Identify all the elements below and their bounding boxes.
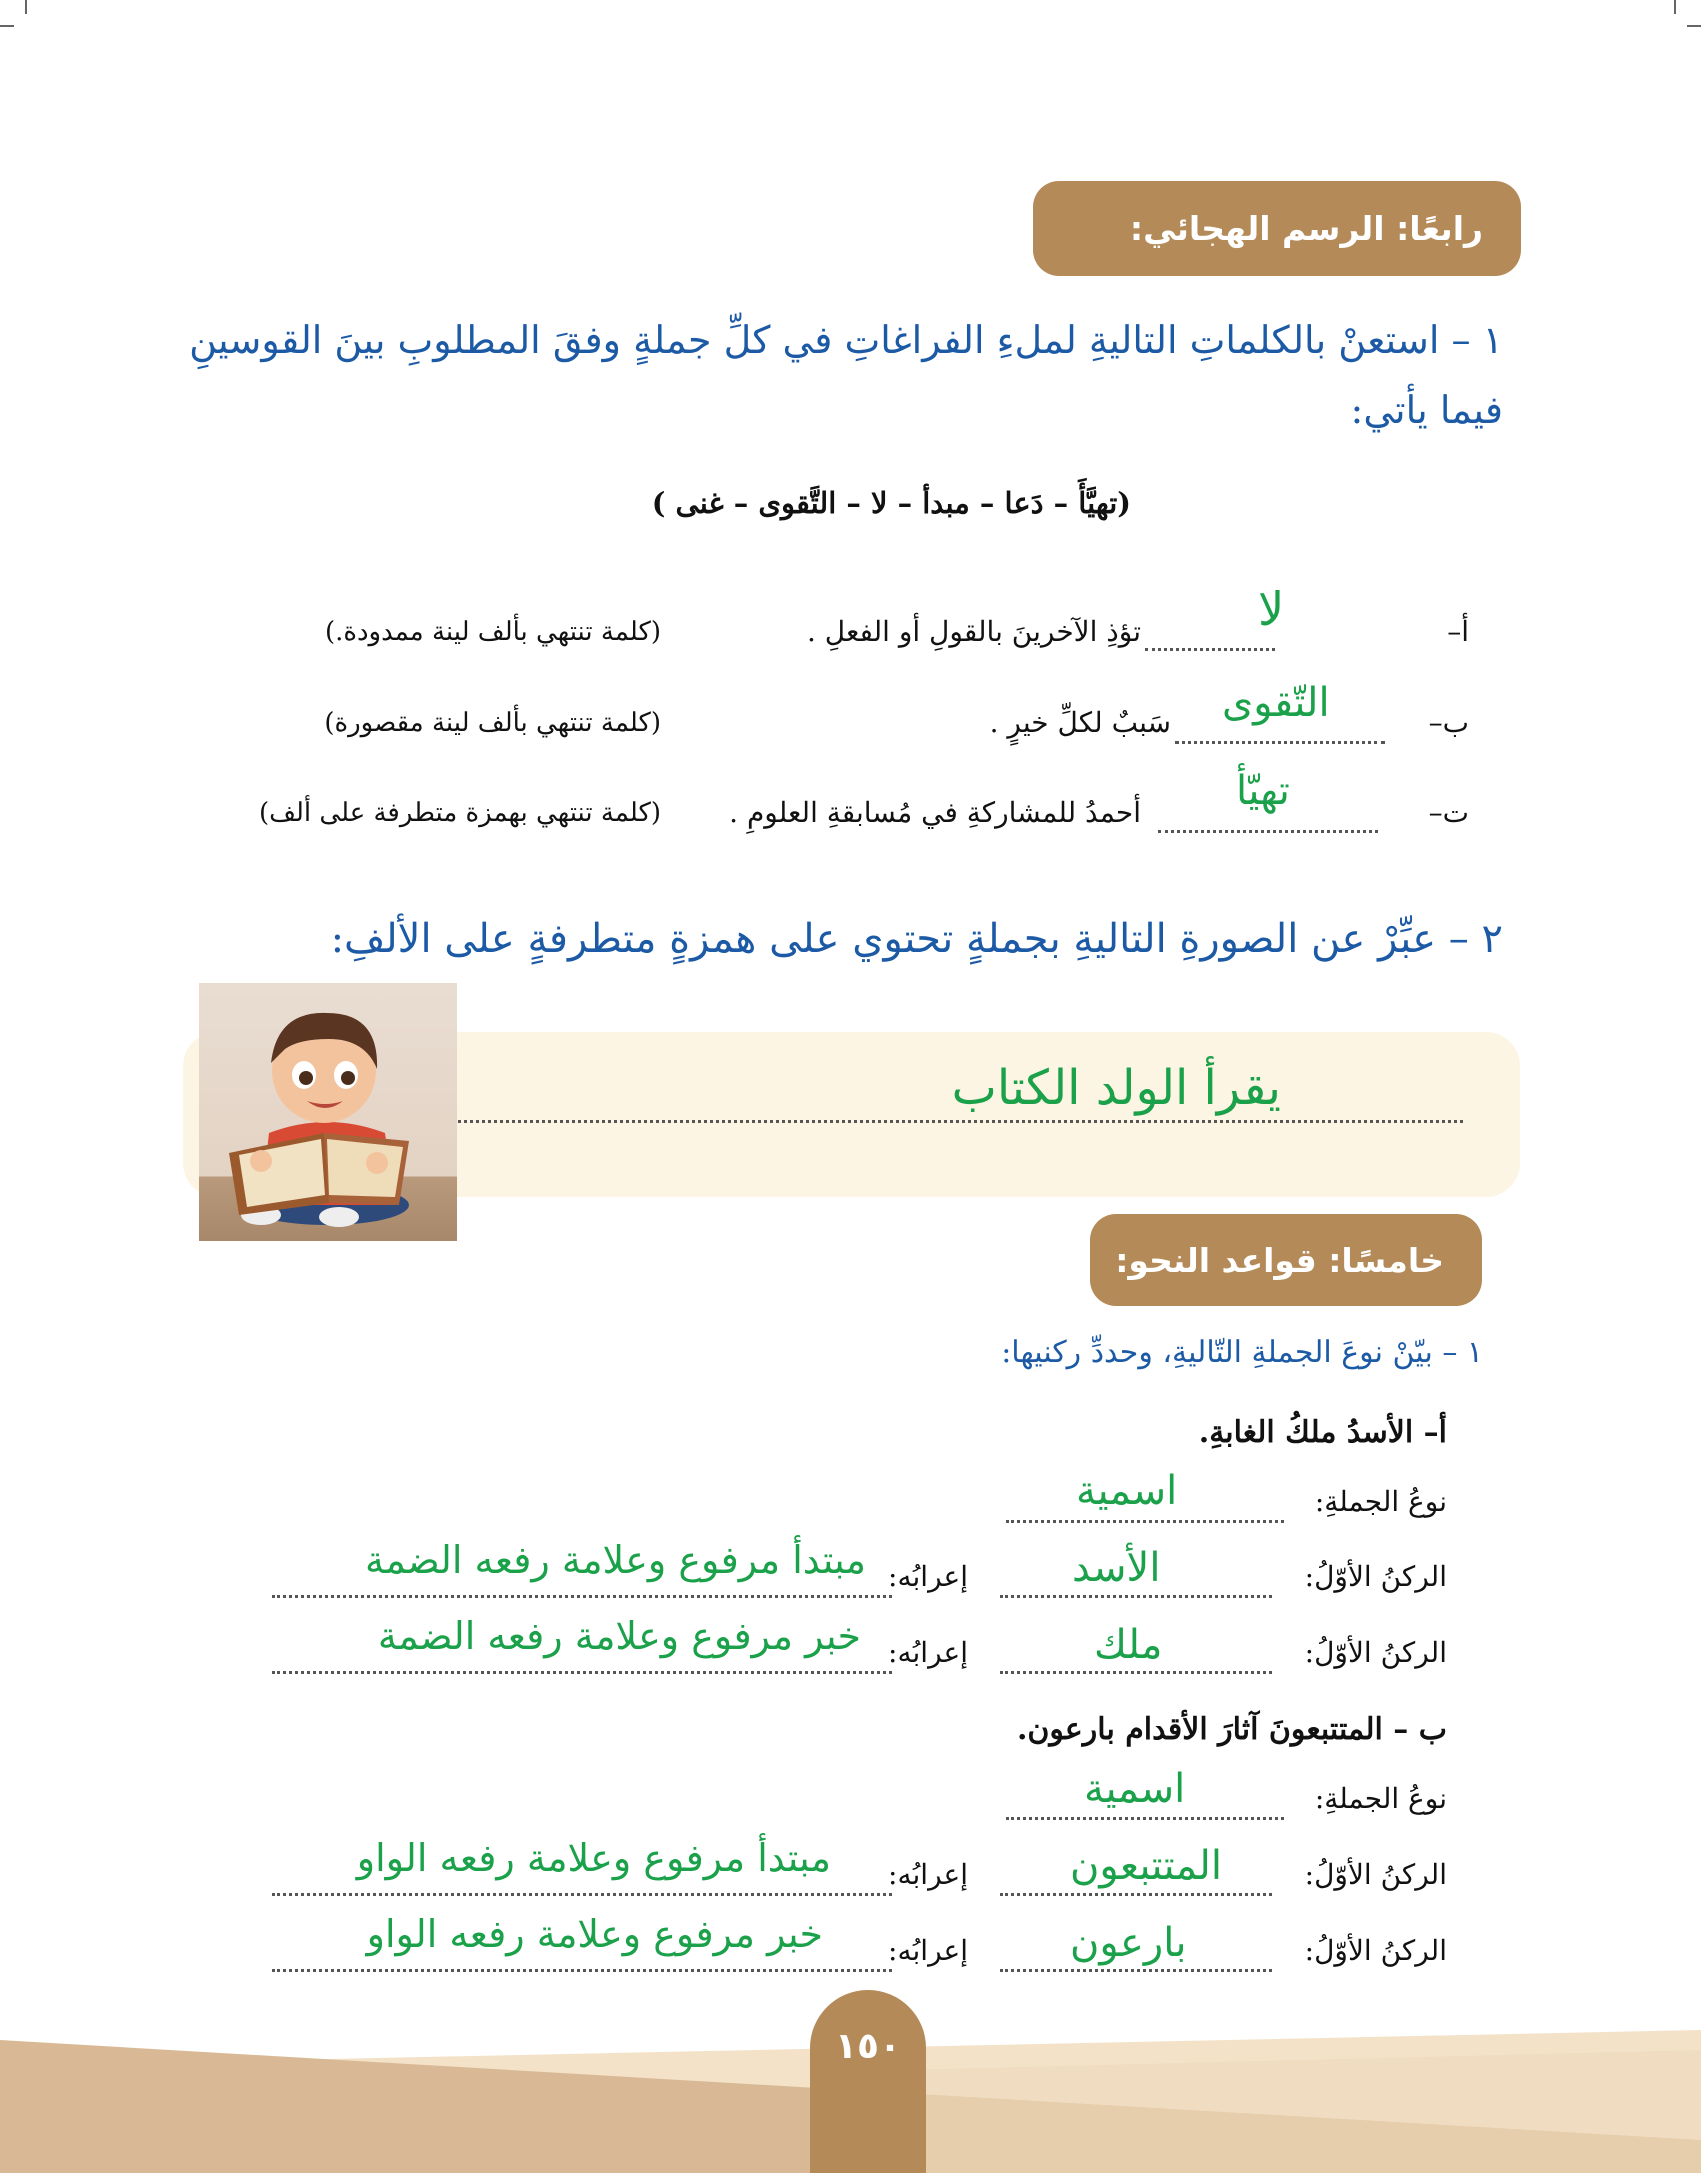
part-b-row1-blank[interactable]	[1000, 1893, 1272, 1896]
section4-title: رابعًا: الرسم الهجائي:	[1129, 209, 1483, 248]
item-c-note: (كلمة تنتهي بهمزة متطرفة على ألف)	[258, 798, 661, 828]
item-a-answer: لا	[1258, 582, 1285, 636]
s5-q1-instruction: ١ – بيّنْ نوعَ الجملةِ التّاليةِ، وحددِّ ركنيها:	[1001, 1335, 1483, 1370]
page-number: ١٥٠	[835, 2026, 901, 2067]
item-a-sentence: تؤذِ الآخرينَ بالقولِ أو الفعلِ .	[806, 615, 1141, 648]
part-b-row1-i3rab-answer: مبتدأ مرفوع وعلامة رفعه الواو	[356, 1836, 831, 1880]
item-a-blank-2[interactable]	[1145, 648, 1275, 651]
part-b-row1-i3rab-blank[interactable]	[272, 1893, 892, 1896]
part-b-row1-i3rab-label: إعرابُه:	[888, 1858, 968, 1891]
part-b-type-answer: اسمية	[1084, 1766, 1186, 1812]
part-b-row2-i3rab-answer: خبر مرفوع وعلامة رفعه الواو	[366, 1912, 823, 1956]
item-b-note: (كلمة تنتهي بألف لينة مقصورة)	[324, 708, 661, 738]
part-a-row2-answer: ملك	[1094, 1622, 1163, 1668]
item-b-sentence: سَببٌ لكلِّ خيرٍ .	[989, 706, 1171, 739]
part-b-row1-label: الركنُ الأوّلُ:	[1304, 1858, 1447, 1891]
part-b-type-blank[interactable]	[1006, 1817, 1284, 1820]
part-a-row2-i3rab-answer: خبر مرفوع وعلامة رفعه الضمة	[377, 1614, 861, 1658]
q1-instruction-line2: فيما يأتي:	[1350, 388, 1503, 432]
part-a-row2-i3rab-blank[interactable]	[272, 1671, 892, 1674]
part-b-row2-i3rab-label: إعرابُه:	[888, 1934, 968, 1967]
part-b-row1-answer: المتتبعون	[1070, 1843, 1222, 1889]
part-a-row1-answer: الأسد	[1072, 1545, 1161, 1591]
part-b-row2-blank[interactable]	[1000, 1969, 1272, 1972]
item-c-label: ت–	[1428, 796, 1469, 829]
item-c-blank[interactable]	[1158, 830, 1378, 833]
item-b-answer: التّقوى	[1222, 680, 1330, 726]
part-a-row1-label: الركنُ الأوّلُ:	[1304, 1560, 1447, 1593]
item-c-answer: تهيّأ	[1236, 768, 1290, 814]
page-number-badge	[810, 1990, 926, 2173]
q1-instruction-line1: ١ – استعنْ بالكلماتِ التاليةِ لملءِ الفراغاتِ في كلِّ جملةٍ وفقَ المطلوبِ بينَ القوسينِ	[189, 318, 1503, 362]
item-a-label: أ–	[1447, 615, 1469, 648]
item-b-blank[interactable]	[1175, 741, 1385, 744]
q2-instruction: ٢ – عبِّرْ عن الصورةِ التاليةِ بجملةٍ تحتوي على همزةٍ متطرفةٍ على الألفِ:	[330, 916, 1503, 962]
part-a-type-label: نوعُ الجملةِ:	[1314, 1485, 1447, 1518]
part-a-row2-label: الركنُ الأوّلُ:	[1304, 1636, 1447, 1669]
part-b-type-label: نوعُ الجملةِ:	[1314, 1782, 1447, 1815]
part-a-sentence: أ– الأسدُ ملكُ الغابةِ.	[1198, 1415, 1447, 1450]
part-a-row2-i3rab-label: إعرابُه:	[888, 1636, 968, 1669]
item-a-note: (كلمة تنتهي بألف لينة ممدودة.)	[324, 617, 661, 647]
part-a-row1-i3rab-blank[interactable]	[272, 1595, 892, 1598]
part-b-row2-i3rab-blank[interactable]	[272, 1969, 892, 1972]
part-b-sentence: ب – المتتبعونَ آثارَ الأقدام بارعون.	[1016, 1712, 1447, 1747]
q2-answer-line[interactable]	[458, 1120, 1463, 1123]
part-a-type-answer: اسمية	[1076, 1468, 1178, 1514]
item-b-label: ب–	[1428, 706, 1469, 739]
word-bank: (تهيَّأَ – دَعا – مبدأ – لا – التَّقوى – غنى )	[651, 486, 1131, 520]
part-a-type-blank[interactable]	[1006, 1520, 1284, 1523]
section5-title: خامسًا: قواعد النحو:	[1115, 1240, 1444, 1280]
boy-reading-image	[199, 983, 457, 1241]
part-a-row1-i3rab-answer: مبتدأ مرفوع وعلامة رفعه الضمة	[365, 1538, 866, 1582]
part-b-row2-label: الركنُ الأوّلُ:	[1304, 1934, 1447, 1967]
section5-heading	[1090, 1214, 1482, 1306]
q2-answer: يقرأ الولد الكتاب	[951, 1060, 1281, 1116]
part-a-row1-blank[interactable]	[1000, 1595, 1272, 1598]
part-a-row1-i3rab-label: إعرابُه:	[888, 1560, 968, 1593]
item-c-sentence: أحمدُ للمشاركةِ في مُسابقةِ العلومِ .	[729, 796, 1141, 829]
part-a-row2-blank[interactable]	[1000, 1671, 1272, 1674]
section4-heading	[1033, 181, 1521, 276]
part-b-row2-answer: بارعون	[1070, 1920, 1187, 1966]
